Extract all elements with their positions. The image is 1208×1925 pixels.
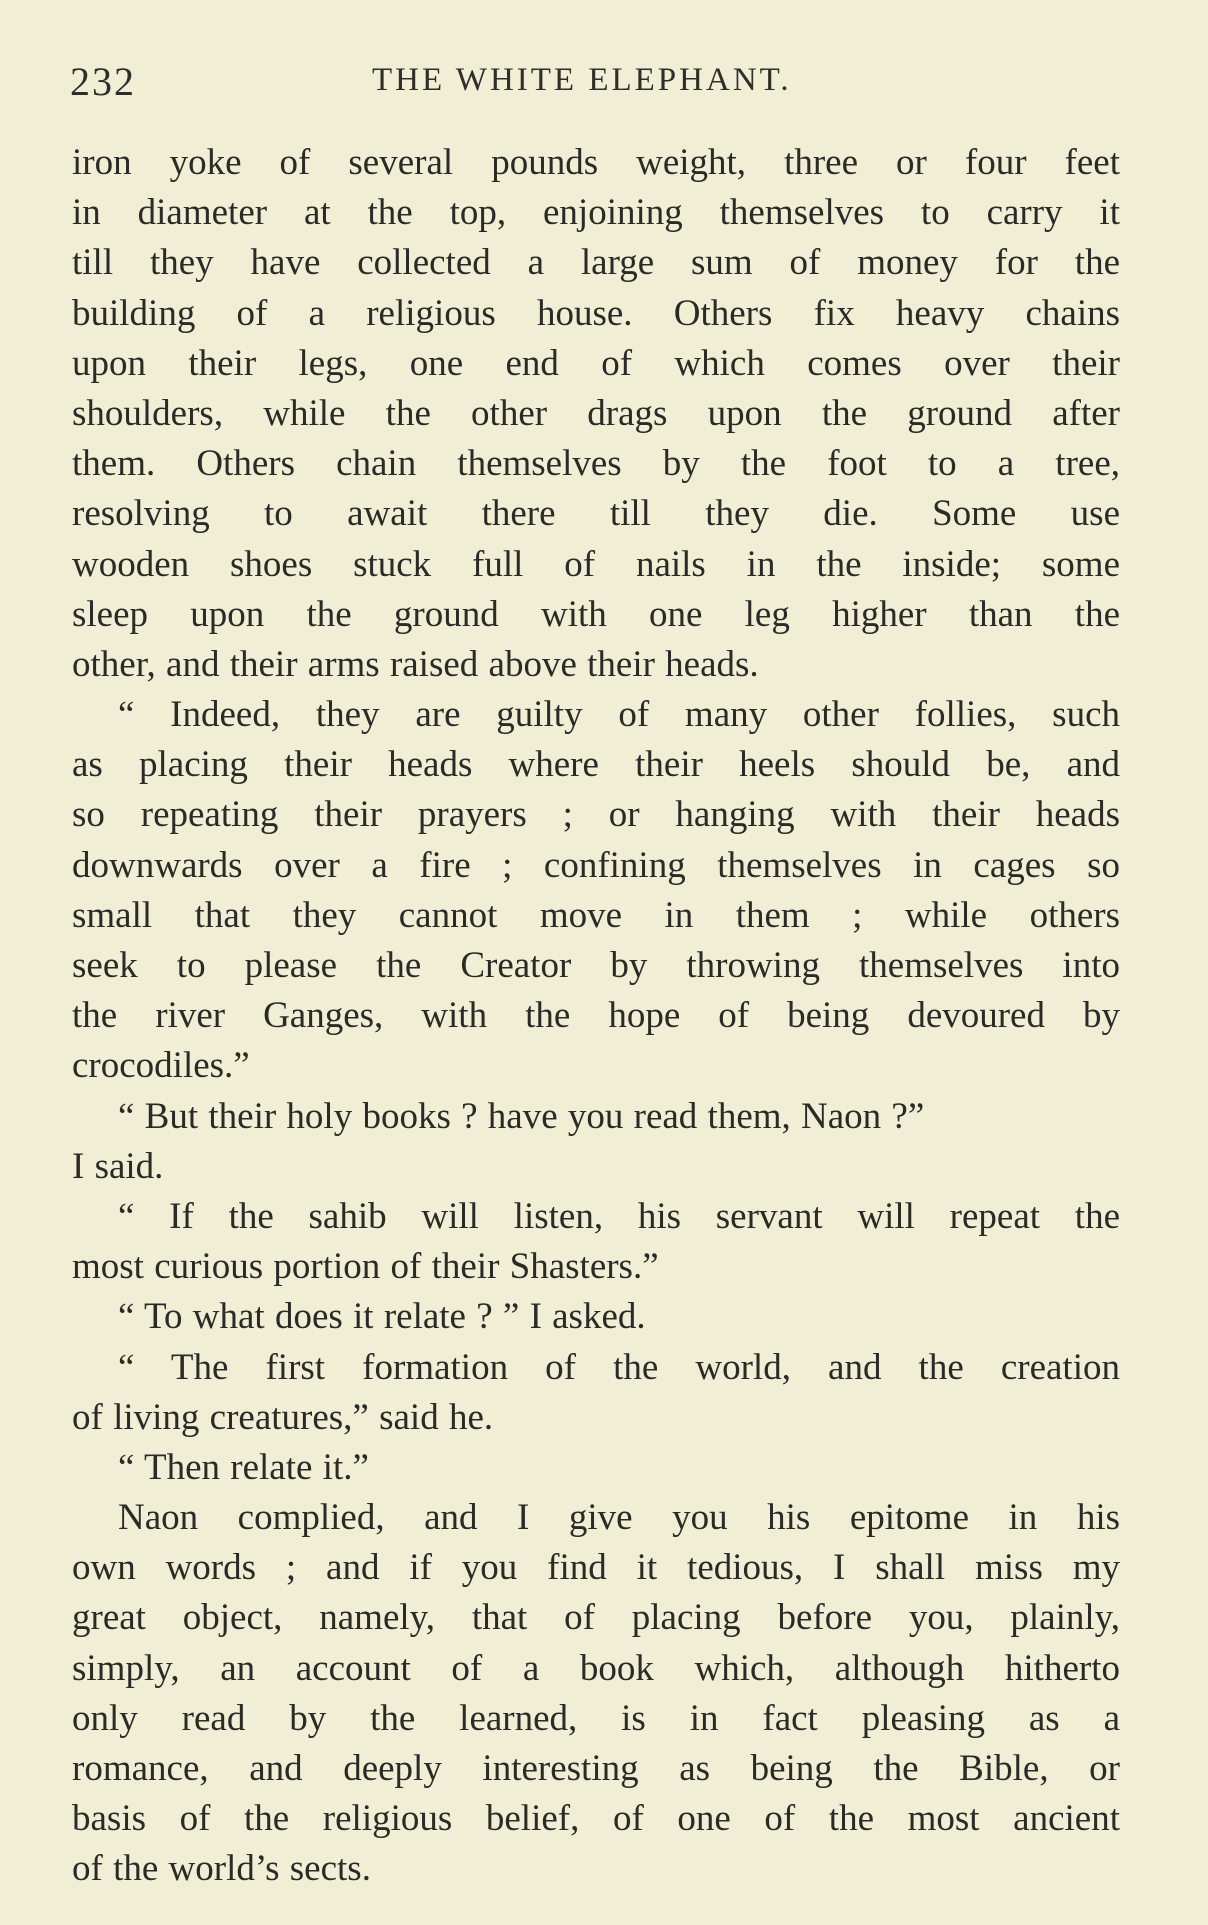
text-line: great object, namely, that of placing before you, plainly, <box>72 1597 1120 1639</box>
text-line: resolving to await there till they die. Some use <box>72 493 1120 535</box>
text-line: as placing their heads where their heels should be, and <box>72 744 1120 786</box>
text-line: building of a religious house. Others fix heavy chains <box>72 292 1120 334</box>
body-text <box>72 138 1120 1895</box>
text-line: “ But their holy books ? have you read them, Naon ?” <box>118 1095 925 1137</box>
text-line: romance, and deeply interesting as being the Bible, or <box>72 1748 1120 1789</box>
text-line: iron yoke of several pounds weight, three or four feet <box>72 142 1120 183</box>
text-line: other, and their arms raised above their heads. <box>72 643 759 685</box>
text-line: simply, an account of a book which, although hitherto <box>72 1647 1120 1689</box>
text-line: “ Then relate it.” <box>118 1446 369 1488</box>
text-line: crocodiles.” <box>72 1045 250 1087</box>
text-line: till they have collected a large sum of money for the <box>72 242 1120 284</box>
text-line: of living creatures,” said he. <box>72 1396 494 1438</box>
text-line: downwards over a fire ; confining themselves in cages so <box>72 844 1120 886</box>
running-head <box>70 58 1120 108</box>
text-line: sleep upon the ground with one leg higher than the <box>72 593 1120 635</box>
text-line: wooden shoes stuck full of nails in the inside; some <box>72 543 1120 585</box>
text-line: of the world’s sects. <box>72 1848 371 1890</box>
text-line: “ Indeed, they are guilty of many other follies, such <box>118 694 1120 736</box>
text-line: only read by the learned, is in fact pleasing as a <box>72 1697 1120 1739</box>
text-line: upon their legs, one end of which comes over their <box>72 342 1120 384</box>
text-line: “ If the sahib will listen, his servant will repeat the <box>118 1195 1120 1237</box>
page-number: 232 <box>70 59 136 104</box>
text-line: so repeating their prayers ; or hanging with their heads <box>72 794 1120 836</box>
text-line: in diameter at the top, enjoining themselves to carry it <box>72 192 1120 234</box>
running-title: THE WHITE ELEPHANT. <box>372 62 792 98</box>
text-line: own words ; and if you find it tedious, I shall miss my <box>72 1547 1120 1589</box>
text-line: them. Others chain themselves by the foot to a tree, <box>72 443 1120 485</box>
text-line: “ To what does it relate ? ” I asked. <box>118 1296 646 1338</box>
text-line: Naon complied, and I give you his epitome in his <box>118 1497 1120 1539</box>
text-line: the river Ganges, with the hope of being devoured by <box>72 995 1120 1037</box>
text-line: shoulders, while the other drags upon the ground after <box>72 392 1120 434</box>
text-line: I said. <box>72 1145 164 1187</box>
text-line: basis of the religious belief, of one of the most ancient <box>72 1798 1120 1840</box>
text-line: “ The first formation of the world, and the creation <box>118 1346 1120 1388</box>
text-line: most curious portion of their Shasters.” <box>72 1246 659 1288</box>
text-line: small that they cannot move in them ; while others <box>72 894 1120 936</box>
text-line: seek to please the Creator by throwing themselves into <box>72 945 1120 986</box>
